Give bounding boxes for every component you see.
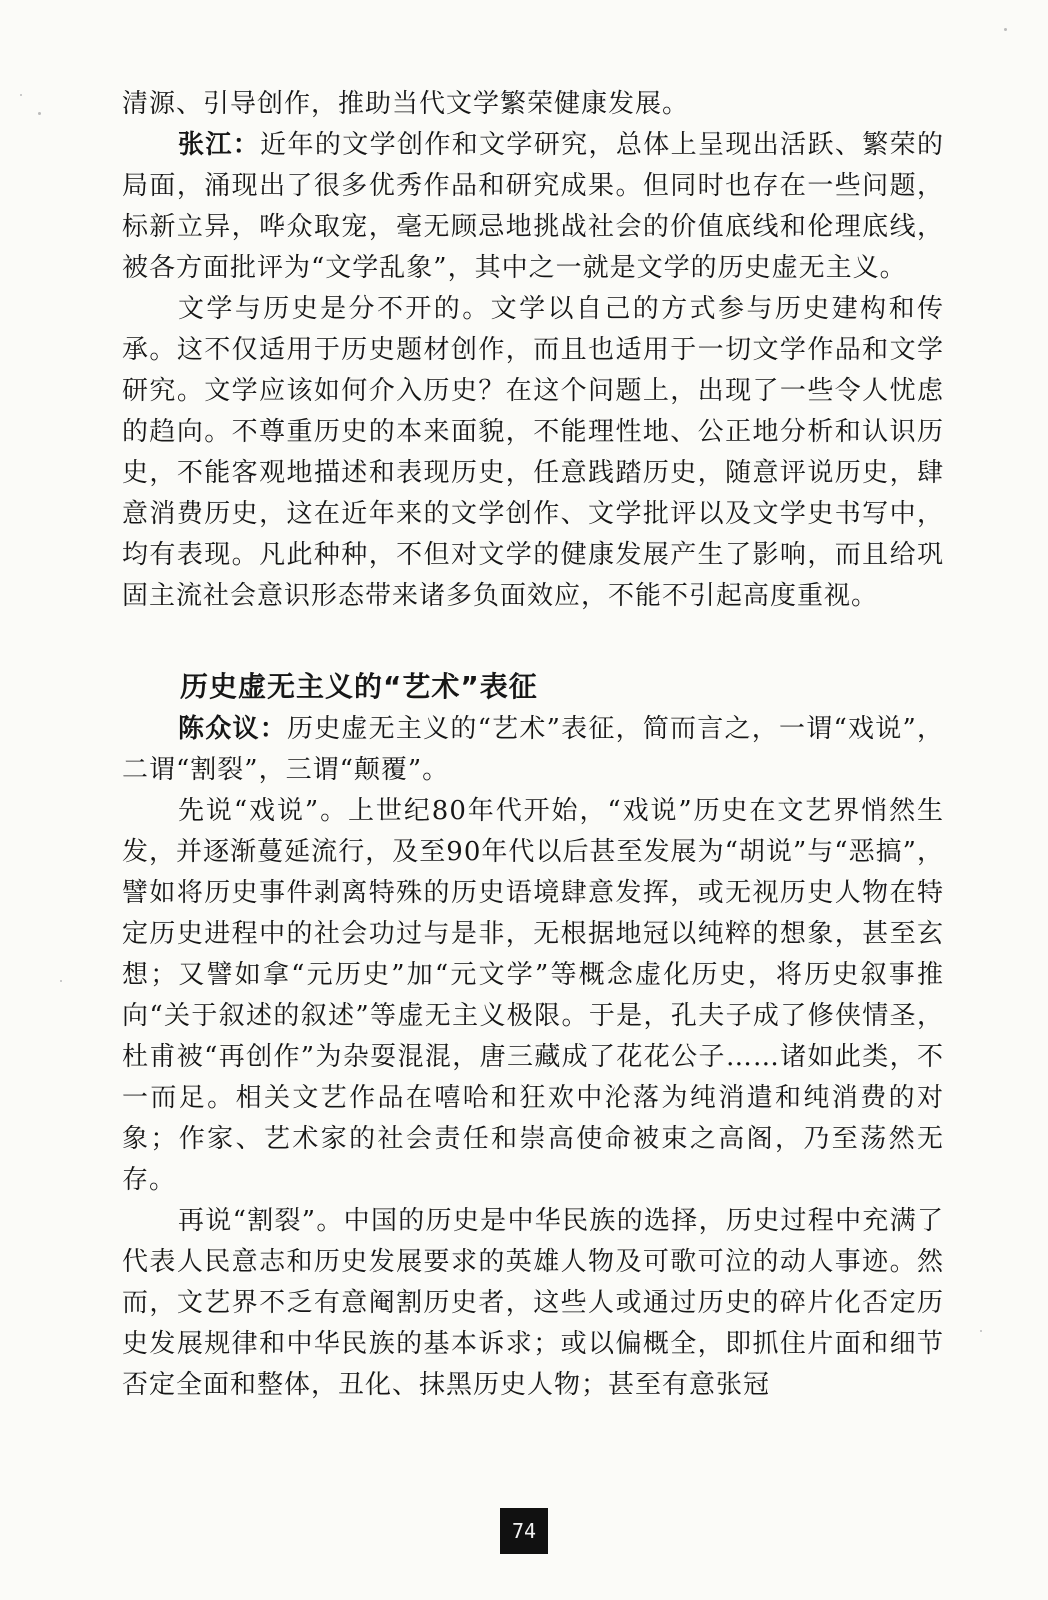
scan-speck (1004, 28, 1007, 31)
scan-speck (60, 980, 62, 982)
paragraph-text: 近年的文学创作和文学研究，总体上呈现出活跃、繁荣的局面，涌现出了很多优秀作品和研究成果。但同时也存在一些问题，标新立异，哗众取宠，毫无顾忌地挑战社会的价值底线和伦理底线，被各方面批评为“文学乱象”，其中之一就是文学的历史虚无主义。 (122, 130, 944, 283)
paragraph-literature-history (122, 289, 944, 617)
paragraph-text: 文学与历史是分不开的。文学以自己的方式参与历史建构和传承。这不仅适用于历史题材创作，而且也适用于一切文学作品和文学研究。文学应该如何介入历史？在这个问题上，出现了一些令人忧虑的趋向。不尊重历史的本来面貌，不能理性地、公正地分析和认识历史，不能客观地描述和表现历史，任意践踏历史，随意评说历史，肆意消费历史，这在近年来的文学创作、文学批评以及文学史书写中，均有表现。凡此种种，不但对文学的健康发展产生了影响，而且给巩固主流社会意识形态带来诸多负面效应，不能不引起高度重视。 (122, 294, 944, 611)
speaker-name: 陈众议： (178, 714, 287, 744)
paragraph-text: 先说“戏说”。上世纪80年代开始，“戏说”历史在文艺界悄然生发，并逐渐蔓延流行，及至90年代以后甚至发展为“胡说”与“恶搞”，譬如将历史事件剥离特殊的历史语境肆意发挥，或无视历史人物在特定历史进程中的社会功过与是非，无根据地冠以纯粹的想象，甚至玄想；又譬如拿“元历史”加“元文学”等概念虚化历史，将历史叙事推向“关于叙述的叙述”等虚无主义极限。于是，孔夫子成了修侠情圣，杜甫被“再创作”为杂耍混混，唐三藏成了花花公子……诸如此类，不一而足。相关文艺作品在嘻哈和狂欢中沦落为纯消遣和纯消费的对象；作家、艺术家的社会责任和崇高使命被束之高阁，乃至荡然无存。 (122, 796, 944, 1195)
body-text (122, 84, 944, 1406)
paragraph-text: 再说“割裂”。中国的历史是中华民族的选择，历史过程中充满了代表人民意志和历史发展要求的英雄人物及可歌可泣的动人事迹。然而，文艺界不乏有意阉割历史者，这些人或通过历史的碎片化否定历史发展规律和中华民族的基本诉求；或以偏概全，即抓住片面和细节否定全面和整体，丑化、抹黑历史人物；甚至有意张冠 (122, 1206, 944, 1400)
paragraph-text: 历史虚无主义的“艺术”表征，简而言之，一谓“戏说”，二谓“割裂”，三谓“颠覆”。 (122, 714, 944, 785)
paragraph-zhang-jiang (122, 125, 944, 289)
scan-speck (20, 94, 22, 96)
paragraph-text: 清源、引导创作，推助当代文学繁荣健康发展。 (122, 89, 690, 119)
speaker-name: 张江： (178, 130, 261, 160)
paragraph-continuation (122, 84, 944, 125)
paragraph-gelie (122, 1201, 944, 1406)
page-number: 74 (500, 1508, 548, 1554)
section-heading: 历史虚无主义的“艺术”表征 (180, 670, 538, 703)
scan-speck (38, 112, 41, 115)
paragraph-xishuo (122, 791, 944, 1201)
paragraph-chen-zhongyi (122, 709, 944, 791)
scan-speck (980, 1330, 982, 1332)
